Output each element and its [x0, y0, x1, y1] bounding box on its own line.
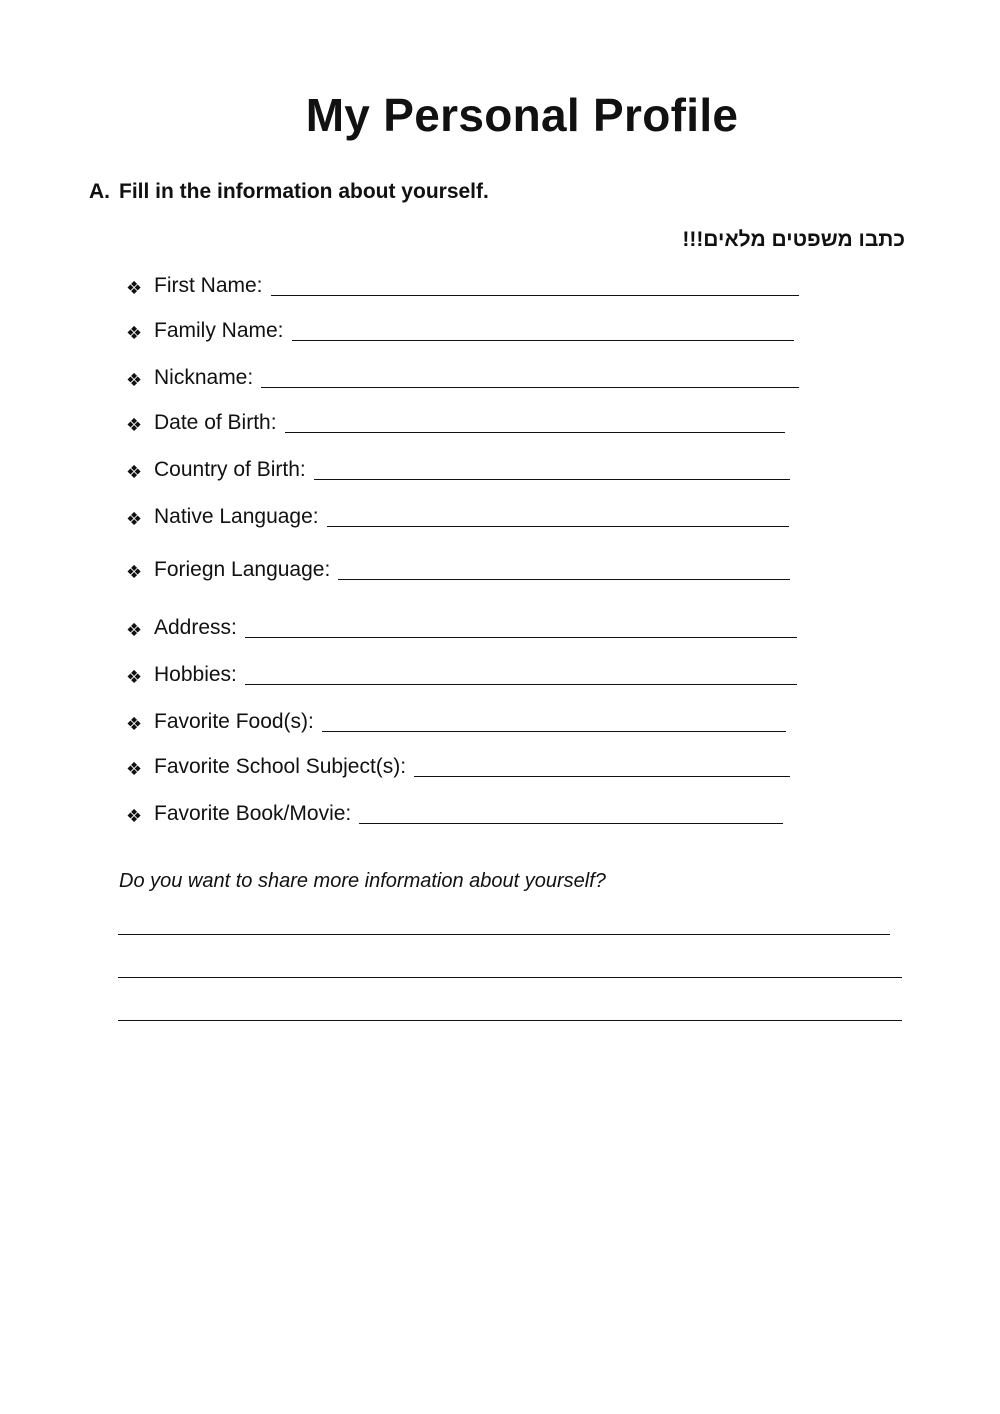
page-title: My Personal Profile: [305, 89, 739, 141]
diamond-bullet-icon: ❖: [126, 370, 143, 390]
field-hobbies: [126, 661, 797, 689]
field-label: Foriegn Language:: [154, 558, 331, 581]
favorite-food-blank[interactable]: [322, 731, 786, 732]
country-of-birth-blank[interactable]: [314, 479, 790, 480]
address-blank[interactable]: [245, 637, 797, 638]
field-favorite-school-subject: [126, 753, 790, 781]
field-first-name: [126, 272, 799, 300]
field-label: Date of Birth:: [154, 411, 277, 434]
diamond-bullet-icon: ❖: [126, 759, 143, 779]
answer-line-2[interactable]: [118, 977, 902, 978]
field-date-of-birth: [126, 409, 785, 437]
favorite-book-movie-blank[interactable]: [359, 823, 783, 824]
field-label: Native Language:: [154, 505, 319, 528]
diamond-bullet-icon: ❖: [126, 462, 143, 482]
diamond-bullet-icon: ❖: [126, 714, 143, 734]
diamond-bullet-icon: ❖: [126, 278, 143, 298]
field-label: Hobbies:: [154, 663, 237, 686]
diamond-bullet-icon: ❖: [126, 667, 143, 687]
native-language-blank[interactable]: [327, 526, 789, 527]
field-label: First Name:: [154, 274, 263, 297]
hebrew-instruction: כתבו משפטים מלאים!!!: [682, 228, 905, 251]
section-heading: [89, 180, 489, 204]
favorite-school-subject-blank[interactable]: [414, 776, 790, 777]
extra-info-question: Do you want to share more information about yourself?: [119, 870, 606, 892]
nickname-blank[interactable]: [261, 387, 799, 388]
section-instruction: Fill in the information about yourself.: [119, 180, 489, 203]
date-of-birth-blank[interactable]: [285, 432, 785, 433]
field-family-name: [126, 317, 794, 345]
field-label: Nickname:: [154, 366, 254, 389]
foreign-language-blank[interactable]: [338, 579, 790, 580]
family-name-blank[interactable]: [292, 340, 794, 341]
answer-line-1[interactable]: [118, 934, 890, 935]
field-label: Favorite Food(s):: [154, 710, 314, 733]
field-label: Family Name:: [154, 319, 284, 342]
diamond-bullet-icon: ❖: [126, 562, 143, 582]
field-native-language: [126, 503, 789, 531]
diamond-bullet-icon: ❖: [126, 323, 143, 343]
field-nickname: [126, 364, 799, 392]
diamond-bullet-icon: ❖: [126, 620, 143, 640]
diamond-bullet-icon: ❖: [126, 415, 143, 435]
answer-line-3[interactable]: [118, 1020, 902, 1021]
field-label: Address:: [154, 616, 237, 639]
field-address: [126, 614, 797, 642]
field-country-of-birth: [126, 456, 790, 484]
field-label: Favorite Book/Movie:: [154, 802, 352, 825]
field-label: Favorite School Subject(s):: [154, 755, 407, 778]
field-label: Country of Birth:: [154, 458, 306, 481]
diamond-bullet-icon: ❖: [126, 806, 143, 826]
field-favorite-food: [126, 708, 786, 736]
first-name-blank[interactable]: [271, 295, 799, 296]
hobbies-blank[interactable]: [245, 684, 797, 685]
field-favorite-book-movie: [126, 800, 783, 828]
field-foreign-language: [126, 556, 790, 584]
section-letter: A.: [89, 180, 110, 203]
diamond-bullet-icon: ❖: [126, 509, 143, 529]
